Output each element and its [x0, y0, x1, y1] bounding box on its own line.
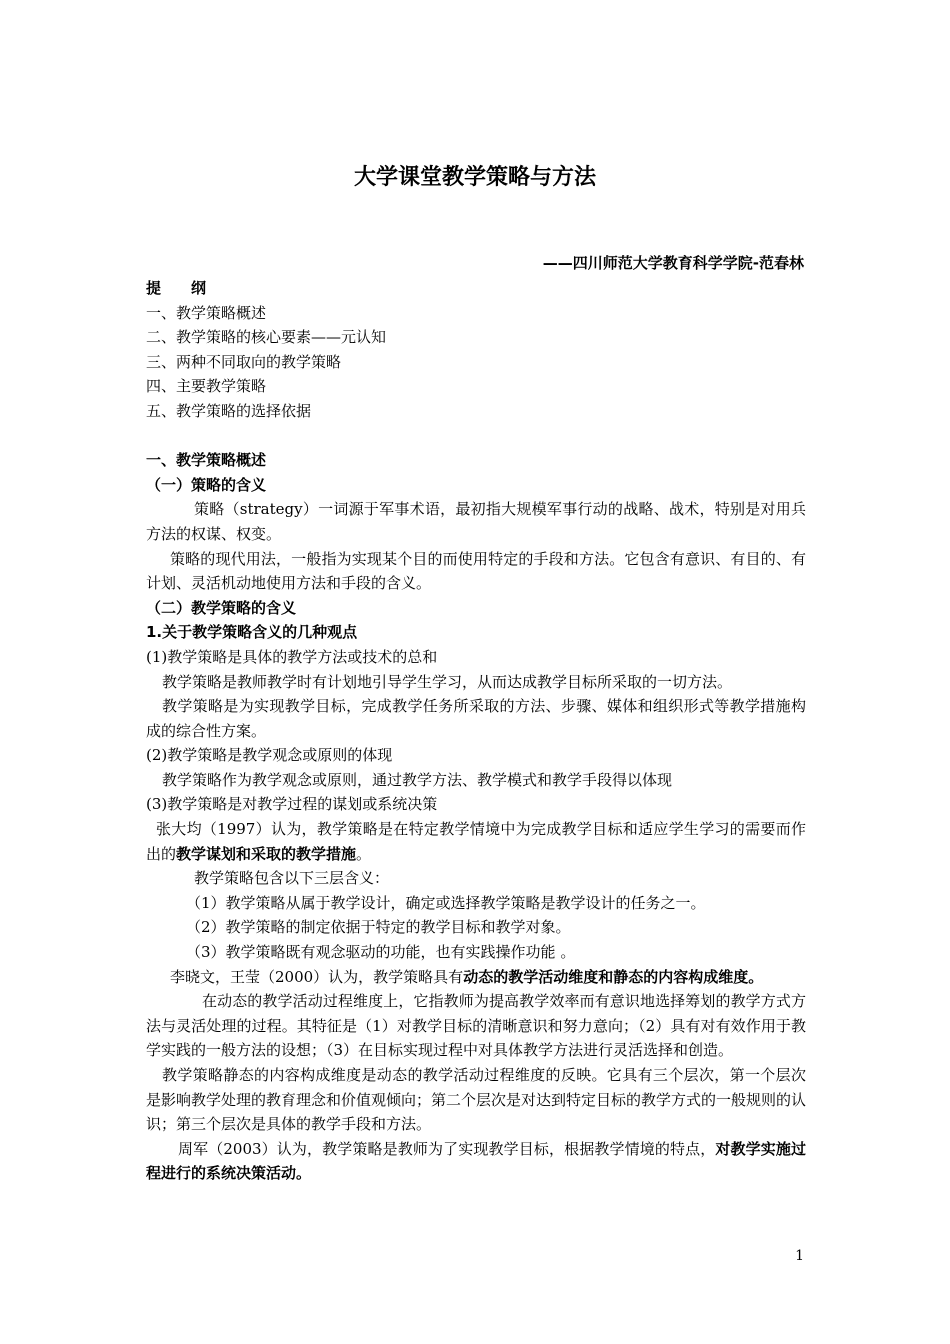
paragraph: 周军（2003）认为，教学策略是教师为了实现教学目标，根据教学情境的特点，对教学实施过程进行的系统决策活动。	[146, 1139, 806, 1183]
paragraph: 李晓文，王莹（2000）认为，教学策略具有动态的教学活动维度和静态的内容构成维度。	[170, 967, 764, 986]
outline-heading: 提 纲	[146, 279, 207, 297]
document-body	[146, 276, 806, 1186]
emphasis-text: 对教学实施过程进行的系统决策活动。	[146, 1139, 806, 1183]
section-heading: 一、教学策略概述	[146, 451, 267, 470]
paragraph: 教学策略静态的内容构成维度是动态的教学活动过程维度的反映。它具有三个层次，第一个层次是影响教学处理的教育理念和价值观倾向；第二个层次是对达到特定目标的教学方式的一般规则的认识；第三个层次是具体的教学手段和方法。	[146, 1066, 807, 1134]
paragraph: 策略（strategy）一词源于军事术语，最初指大规模军事行动的战略、战术，特别是对用兵方法的权谋、权变。	[146, 500, 806, 543]
view-heading: (3)教学策略是对教学过程的谋划或系统决策	[146, 795, 438, 814]
view-heading: (1)教学策略是具体的教学方法或技术的总和	[146, 647, 438, 666]
paragraph: 教学策略作为教学观念或原则，通过教学方法、教学模式和教学手段得以体现	[162, 770, 673, 789]
outline-item: 四、主要教学策略	[146, 377, 267, 396]
outline-item: 五、教学策略的选择依据	[146, 401, 312, 420]
page-number: 1	[795, 1248, 804, 1264]
outline-item: 三、两种不同取向的教学策略	[146, 352, 342, 371]
list-item: （3）教学策略既有观念驱动的功能，也有实践操作功能 。	[186, 943, 576, 962]
layers-intro: 教学策略包含以下三层含义：	[194, 869, 390, 888]
author-line: ——四川师范大学教育科学学院-范春林	[542, 254, 804, 272]
subsection-heading: （一）策略的含义	[146, 475, 267, 494]
list-item: （1）教学策略从属于教学设计，确定或选择教学策略是教学设计的任务之一。	[186, 893, 706, 912]
paragraph: 教学策略是教师教学时有计划地引导学生学习，从而达成教学目标所采取的一切方法。	[162, 672, 733, 691]
paragraph: 策略的现代用法，一般指为实现某个目的而使用特定的手段和方法。它包含有意识、有目的、有计划、灵活机动地使用方法和手段的含义。	[146, 549, 806, 593]
emphasis-text: 教学谋划和采取的教学措施	[176, 844, 357, 863]
paragraph: 张大均（1997）认为，教学策略是在特定教学情境中为完成教学目标和适应学生学习的需要而作出的教学谋划和采取的教学措施。	[146, 820, 806, 863]
outline-item: 二、教学策略的核心要素——元认知	[146, 328, 387, 347]
paragraph: 在动态的教学活动过程维度上，它指教师为提高教学效率而有意识地选择筹划的教学方式方法与灵活处理的过程。其特征是（1）对教学目标的清晰意识和努力意向；（2）具有对有效作用于教学实践的一般方法的设想；（3）在目标实现过程中对具体教学方法进行灵活选择和创造。	[146, 992, 806, 1060]
list-item: （2）教学策略的制定依据于特定的教学目标和教学对象。	[186, 918, 571, 937]
document-title: 大学课堂教学策略与方法	[353, 165, 596, 190]
paragraph: 教学策略是为实现教学目标，完成教学任务所采取的方法、步骤、媒体和组织形式等教学措施构成的综合性方案。	[146, 697, 806, 740]
outline-item: 一、教学策略概述	[146, 303, 267, 322]
point-heading: 1.关于教学策略含义的几种观点	[146, 623, 358, 642]
view-heading: (2)教学策略是教学观念或原则的体现	[146, 746, 393, 765]
subsection-heading: （二）教学策略的含义	[146, 598, 297, 617]
emphasis-text: 动态的教学活动维度和静态的内容构成维度。	[463, 967, 764, 986]
